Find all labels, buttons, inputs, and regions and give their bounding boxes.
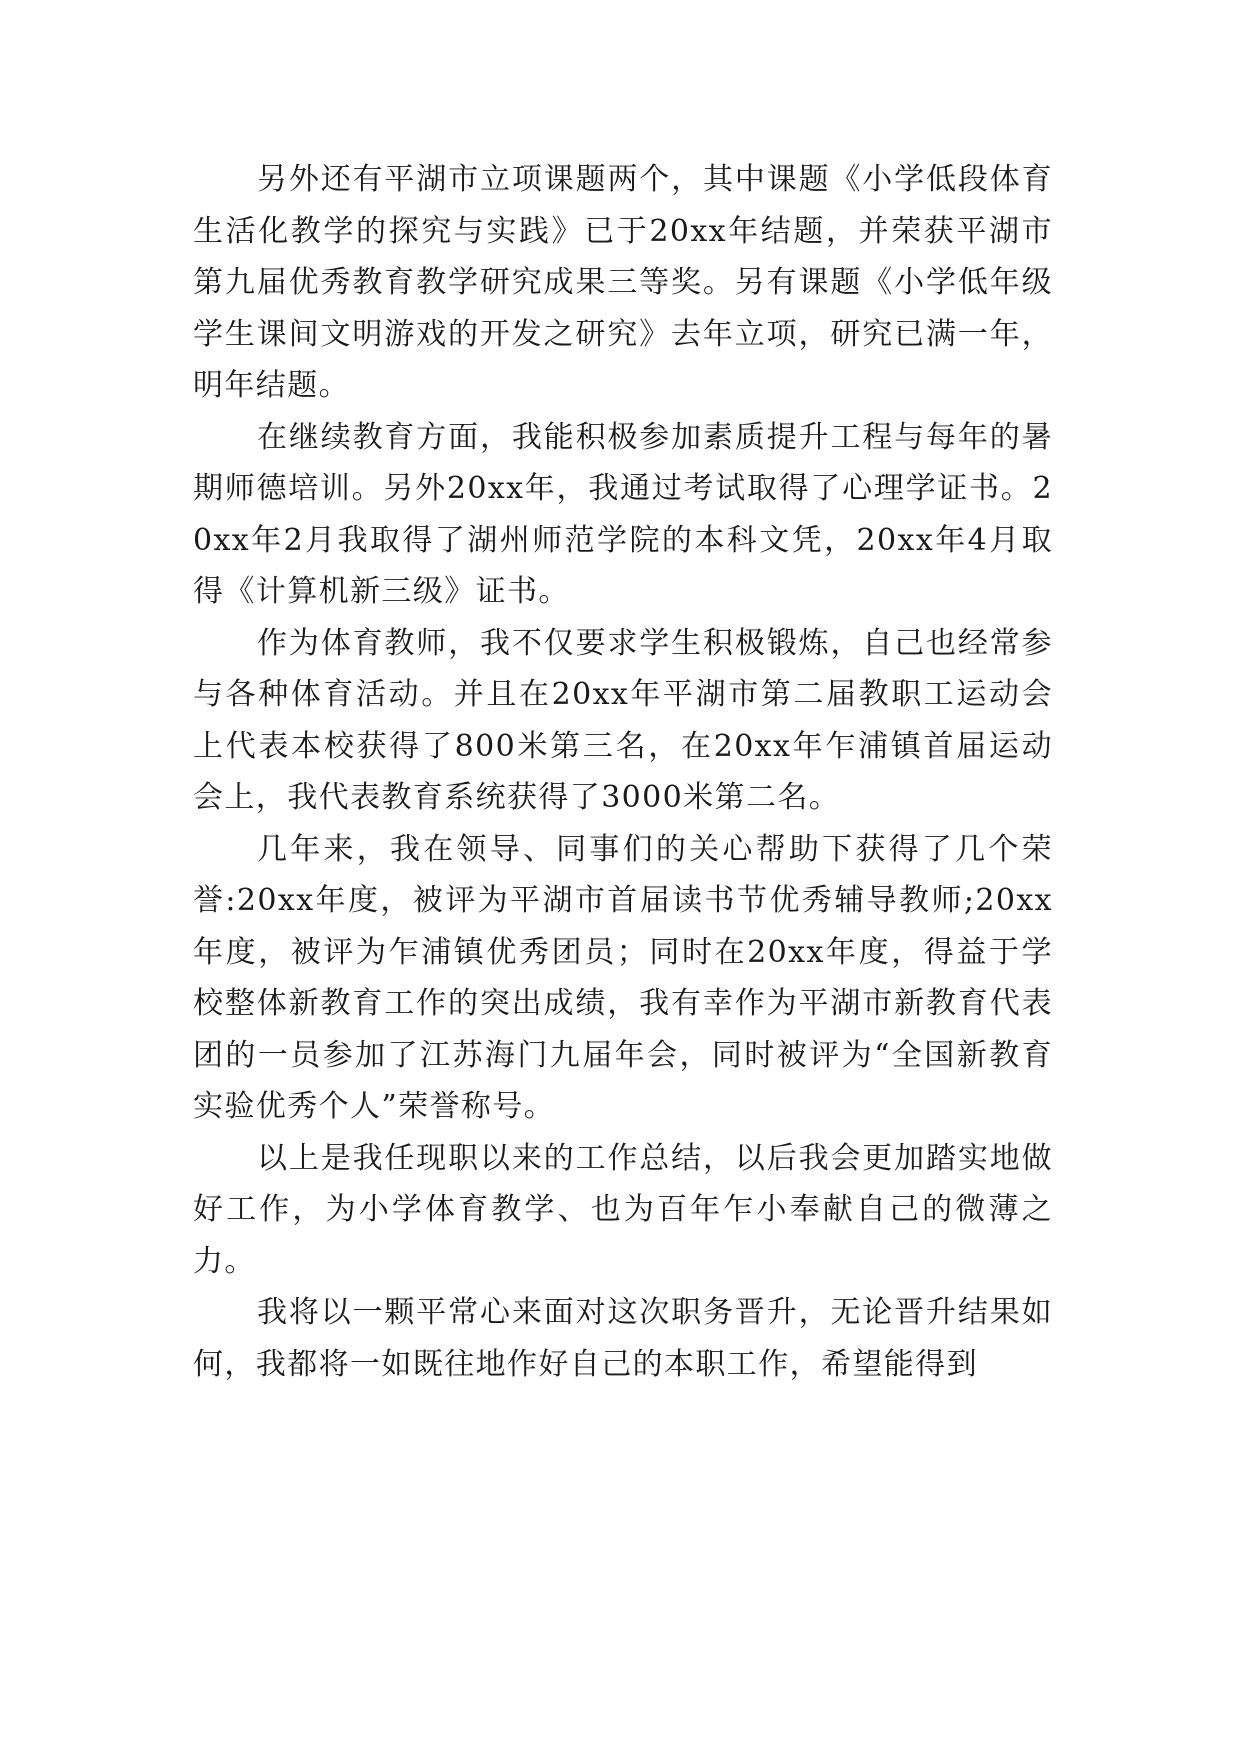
body-text <box>193 154 1053 1390</box>
paragraph-sports-activities: 作为体育教师，我不仅要求学生积极锻炼，自己也经常参与各种体育活动。并且在20xx年平湖市第二届教职工运动会上代表本校获得了800米第三名，在20xx年乍浦镇首届运动会上，我代表教育系统获得了3000米第二名。 <box>193 625 1053 815</box>
paragraph-promotion: 我将以一颗平常心来面对这次职务晋升，无论晋升结果如何，我都将一如既往地作好自己的本职工作，希望能得到 <box>193 1295 1053 1382</box>
paragraph-honors: 几年来，我在领导、同事们的关心帮助下获得了几个荣誉:20xx年度，被评为平湖市首届读书节优秀辅导教师;20xx年度，被评为乍浦镇优秀团员；同时在20xx年度，得益于学校整体新教育工作的突出成绩，我有幸作为平湖市新教育代表团的一员参加了江苏海门九届年会，同时被评为“全国新教育实验优秀个人”荣誉称号。 <box>193 831 1053 1124</box>
paragraph-continuing-education: 在继续教育方面，我能积极参加素质提升工程与每年的暑期师德培训。另外20xx年，我通过考试取得了心理学证书。20xx年2月我取得了湖州师范学院的本科文凭，20xx年4月取得《计算机新三级》证书。 <box>193 419 1053 609</box>
paragraph-summary: 以上是我任现职以来的工作总结，以后我会更加踏实地做好工作，为小学体育教学、也为百年乍小奉献自己的微薄之力。 <box>193 1140 1053 1279</box>
paragraph-research-topics: 另外还有平湖市立项课题两个，其中课题《小学低段体育生活化教学的探究与实践》已于20xx年结题，并荣获平湖市第九届优秀教育教学研究成果三等奖。另有课题《小学低年级学生课间文明游戏的开发之研究》去年立项，研究已满一年，明年结题。 <box>193 162 1053 403</box>
